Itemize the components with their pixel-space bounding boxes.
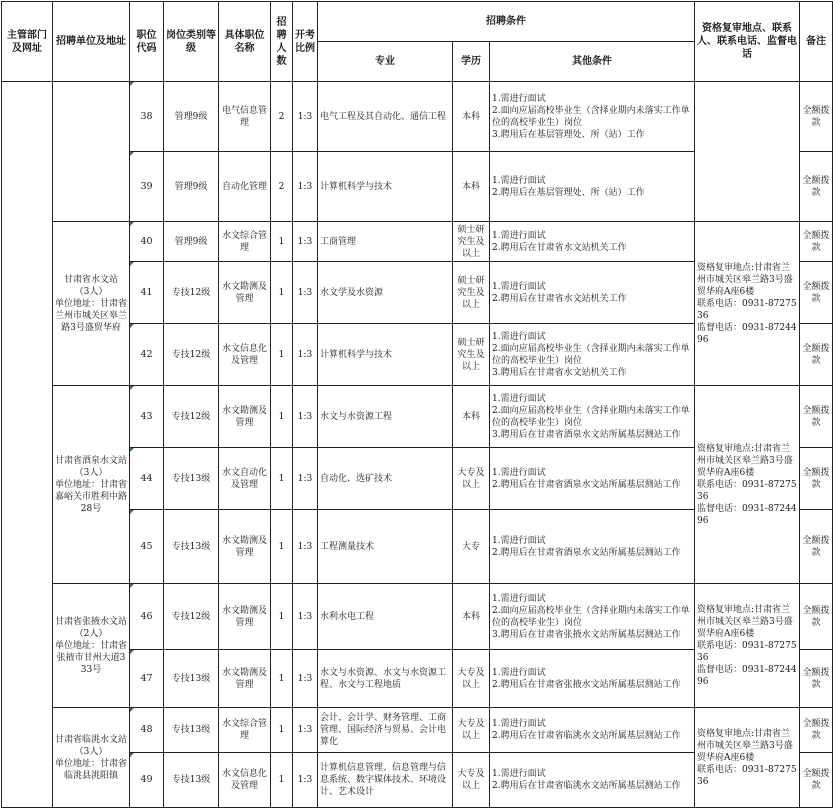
ratio-cell: 1:3	[293, 324, 318, 386]
edu-cell: 大专及以上	[453, 650, 490, 708]
note-cell: 全额拨款	[800, 753, 833, 808]
ratio-cell: 1:3	[293, 708, 318, 753]
major-cell: 电气工程及其自动化、通信工程	[318, 82, 453, 152]
level-cell: 专技13级	[164, 753, 219, 808]
note-cell: 全额拨款	[800, 386, 833, 448]
edu-cell: 大专及以上	[453, 708, 490, 753]
contact-cell: 资格复审地点:甘肃省兰州市城关区皋兰路3号盛贸华府A座6楼 联系电话：0931-8727536 监督电话：0931-8724496	[695, 386, 800, 584]
note-cell: 全额拨款	[800, 650, 833, 708]
edu-cell: 大专及以上	[453, 448, 490, 510]
ratio-cell: 1:3	[293, 386, 318, 448]
note-cell: 全额拨款	[800, 708, 833, 753]
major-cell: 工程测量技术	[318, 510, 453, 584]
note-cell: 全额拨款	[800, 222, 833, 262]
other-cell: 1.需进行面试 2.聘用后在甘肃省临洮水文站所属基层测站工作	[490, 708, 695, 753]
level-cell: 专技12级	[164, 386, 219, 448]
count-cell: 2	[271, 82, 293, 152]
header-contact: 资格复审地点、联系人、联系电话、监督电话	[695, 2, 800, 82]
level-cell: 专技13级	[164, 448, 219, 510]
contact-cell: 资格复审地点:甘肃省兰州市城关区皋兰路3号盛贸华府A座6楼 联系电话：0931-8727536	[695, 708, 800, 808]
level-cell: 管理9级	[164, 82, 219, 152]
contact-cell	[695, 82, 800, 222]
edu-cell: 大专	[453, 510, 490, 584]
contact-cell: 资格复审地点:甘肃省兰州市城关区皋兰路3号盛贸华府A座6楼 联系电话：0931-8727536 监督电话：0931-8724496	[695, 584, 800, 708]
count-cell: 2	[271, 152, 293, 222]
major-cell: 计算机科学与技术	[318, 324, 453, 386]
table-row	[2, 584, 833, 650]
other-cell: 1.需进行面试 2.面向应届高校毕业生（含择业期内未落实工作单位的高校毕业生）岗位 3.聘用后在甘肃省水文站机关工作	[490, 324, 695, 386]
other-cell: 1.需进行面试 2.面向应届高校毕业生（含择业期内未落实工作单位的高校毕业生）岗位 3.聘用后在甘肃省张掖水文站所属基层测站工作	[490, 584, 695, 650]
code-cell: 45	[130, 510, 164, 584]
recruitment-table	[1, 1, 833, 808]
header-unit: 招聘单位及地址	[53, 2, 130, 82]
other-cell: 1.需进行面试 2.聘用后在甘肃省酒泉水文站所属基层测站工作	[490, 448, 695, 510]
name-cell: 水文信息化及管理	[219, 324, 271, 386]
table-row	[2, 386, 833, 448]
major-cell: 计算机信息管理、信息管理与信息系统、数字媒体技术、环境设计、艺术设计	[318, 753, 453, 808]
level-cell: 专技13级	[164, 708, 219, 753]
count-cell: 1	[271, 584, 293, 650]
header-other: 其他条件	[490, 42, 695, 82]
count-cell: 1	[271, 262, 293, 324]
level-cell: 专技12级	[164, 324, 219, 386]
level-cell: 专技12级	[164, 584, 219, 650]
note-cell: 全额拨款	[800, 262, 833, 324]
code-cell: 49	[130, 753, 164, 808]
name-cell: 水文勘测及管理	[219, 584, 271, 650]
ratio-cell: 1:3	[293, 262, 318, 324]
header-name: 具体职位名称	[219, 2, 271, 82]
count-cell: 1	[271, 324, 293, 386]
unit-cell: 甘肃省张掖水文站（2人） 单位地址：甘肃省张掖市甘州大道333号	[53, 584, 130, 708]
level-cell: 专技13级	[164, 650, 219, 708]
name-cell: 水文勘测及管理	[219, 386, 271, 448]
edu-cell: 本科	[453, 584, 490, 650]
name-cell: 水文综合管理	[219, 708, 271, 753]
header-edu: 学历	[453, 42, 490, 82]
name-cell: 电气信息管理	[219, 82, 271, 152]
code-cell: 39	[130, 152, 164, 222]
other-cell: 1.需进行面试 2.聘用后在甘肃省临洮水文站所属基层测站工作	[490, 753, 695, 808]
major-cell: 水文学及水资源	[318, 262, 453, 324]
ratio-cell: 1:3	[293, 152, 318, 222]
note-cell: 全额拨款	[800, 82, 833, 152]
note-cell: 全额拨款	[800, 152, 833, 222]
ratio-cell: 1:3	[293, 510, 318, 584]
code-cell: 40	[130, 222, 164, 262]
major-cell: 水文与水资源、水文与水资源工程、水文与工程地质	[318, 650, 453, 708]
count-cell: 1	[271, 448, 293, 510]
ratio-cell: 1:3	[293, 448, 318, 510]
count-cell: 1	[271, 650, 293, 708]
name-cell: 自动化管理	[219, 152, 271, 222]
code-cell: 43	[130, 386, 164, 448]
code-cell: 38	[130, 82, 164, 152]
dept-cell	[2, 82, 53, 808]
ratio-cell: 1:3	[293, 753, 318, 808]
name-cell: 水文自动化及管理	[219, 448, 271, 510]
note-cell: 全额拨款	[800, 448, 833, 510]
note-cell: 全额拨款	[800, 324, 833, 386]
header-row	[2, 2, 833, 42]
note-cell: 全额拨款	[800, 584, 833, 650]
other-cell: 1.需进行面试 2.聘用后在甘肃省水文站机关工作	[490, 222, 695, 262]
major-cell: 计算机科学与技术	[318, 152, 453, 222]
other-cell: 1.需进行面试 2.聘用后在甘肃省张掖水文站所属基层测站工作	[490, 650, 695, 708]
edu-cell: 硕士研究生及以上	[453, 324, 490, 386]
other-cell: 1.需进行面试 2.面向应届高校毕业生（含择业期内未落实工作单位的高校毕业生）岗位 3.聘用后在甘肃省酒泉水文站所属基层测站工作	[490, 386, 695, 448]
code-cell: 44	[130, 448, 164, 510]
major-cell: 水文与水资源工程	[318, 386, 453, 448]
note-cell: 全额拨款	[800, 510, 833, 584]
code-cell: 46	[130, 584, 164, 650]
table-row	[2, 82, 833, 152]
code-cell: 41	[130, 262, 164, 324]
code-cell: 42	[130, 324, 164, 386]
level-cell: 专技12级	[164, 262, 219, 324]
major-cell: 会计、会计学、财务管理、工商管理、国际经济与贸易、会计电算化	[318, 708, 453, 753]
name-cell: 水文综合管理	[219, 222, 271, 262]
name-cell: 水文信息化及管理	[219, 753, 271, 808]
header-level: 岗位类别等级	[164, 2, 219, 82]
header-code: 职位代码	[130, 2, 164, 82]
count-cell: 1	[271, 510, 293, 584]
header-dept: 主管部门及网址	[2, 2, 53, 82]
ratio-cell: 1:3	[293, 650, 318, 708]
name-cell: 水文勘测及管理	[219, 650, 271, 708]
unit-cell: 甘肃省临洮水文站（3人） 单位地址：甘肃省临洮县洮阳镇	[53, 708, 130, 808]
count-cell: 1	[271, 222, 293, 262]
name-cell: 水文勘测及管理	[219, 510, 271, 584]
level-cell: 管理9级	[164, 152, 219, 222]
table-row	[2, 222, 833, 262]
edu-cell: 硕士研究生及以上	[453, 222, 490, 262]
other-cell: 1.需进行面试 2.聘用后在甘肃省酒泉水文站所属基层测站工作	[490, 510, 695, 584]
other-cell: 1.需进行面试 2.聘用后在甘肃省水文站机关工作	[490, 262, 695, 324]
major-cell: 水利水电工程	[318, 584, 453, 650]
ratio-cell: 1:3	[293, 584, 318, 650]
count-cell: 1	[271, 386, 293, 448]
count-cell: 1	[271, 708, 293, 753]
edu-cell: 本科	[453, 386, 490, 448]
other-cell: 1.需进行面试 2.面向应届高校毕业生（含择业期内未落实工作单位的高校毕业生）岗位 3.聘用后在基层管理处、所（站）工作	[490, 82, 695, 152]
ratio-cell: 1:3	[293, 82, 318, 152]
level-cell: 管理9级	[164, 222, 219, 262]
other-cell: 1.需进行面试 2.聘用后在基层管理处、所（站）工作	[490, 152, 695, 222]
unit-cell: 甘肃省水文站 （3人） 单位地址：甘肃省兰州市城关区皋兰路3号盛贸华府	[53, 222, 130, 386]
level-cell: 专技13级	[164, 510, 219, 584]
edu-cell: 大专及以上	[453, 753, 490, 808]
code-cell: 48	[130, 708, 164, 753]
header-count: 招聘人数	[271, 2, 293, 82]
edu-cell: 硕士研究生及以上	[453, 262, 490, 324]
major-cell: 自动化、选矿技术	[318, 448, 453, 510]
name-cell: 水文勘测及管理	[219, 262, 271, 324]
header-conditions: 招聘条件	[318, 2, 695, 42]
header-major: 专业	[318, 42, 453, 82]
code-cell: 47	[130, 650, 164, 708]
unit-cell	[53, 82, 130, 222]
table-row	[2, 708, 833, 753]
edu-cell: 本科	[453, 152, 490, 222]
major-cell: 工商管理	[318, 222, 453, 262]
edu-cell: 本科	[453, 82, 490, 152]
ratio-cell: 1:3	[293, 222, 318, 262]
header-ratio: 开考比例	[293, 2, 318, 82]
contact-cell: 资格复审地点:甘肃省兰州市城关区皋兰路3号盛贸华府A座6楼 联系电话：0931-8727536 监督电话：0931-8724496	[695, 222, 800, 386]
header-note: 备注	[800, 2, 833, 82]
count-cell: 1	[271, 753, 293, 808]
unit-cell: 甘肃省酒泉水文站（3人） 单位地址：甘肃省嘉峪关市胜利中路28号	[53, 386, 130, 584]
